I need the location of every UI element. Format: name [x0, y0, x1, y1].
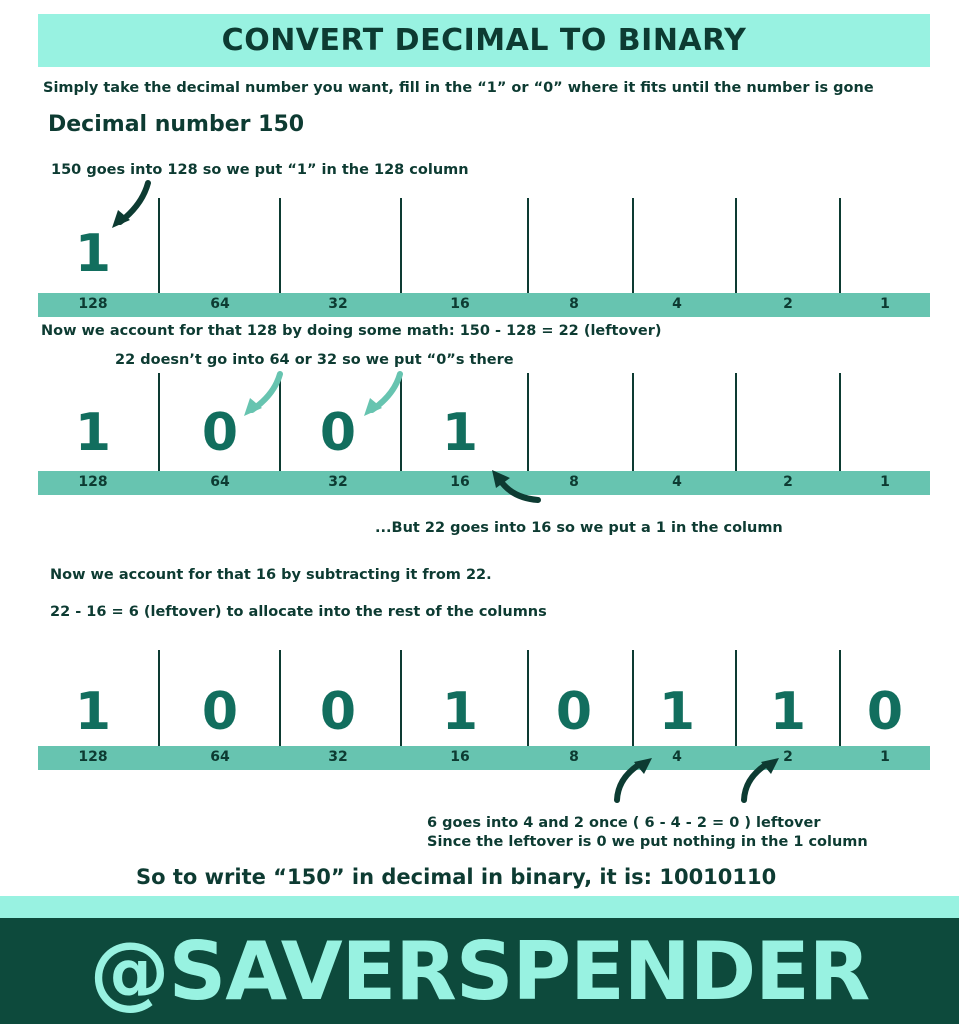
- binary-digit: 1: [441, 403, 479, 463]
- column-label: 4: [672, 749, 682, 765]
- column-label: 128: [78, 749, 108, 765]
- column-label: 32: [328, 749, 348, 765]
- subtitle: Simply take the decimal number you want, fill in the “1” or “0” where it fits until the number is gone: [43, 80, 874, 96]
- step2-math: Now we account for that 128 by doing some math: 150 - 128 = 22 (leftover): [41, 323, 662, 339]
- step3-note-b: Since the leftover is 0 we put nothing in the 1 column: [427, 834, 868, 850]
- step3-line1: Now we account for that 16 by subtracting it from 22.: [50, 567, 492, 583]
- page-title: CONVERT DECIMAL TO BINARY: [221, 23, 747, 58]
- binary-digit: 0: [319, 682, 357, 742]
- binary-digit: 1: [769, 682, 807, 742]
- column-label: 128: [78, 474, 108, 490]
- binary-digit: 0: [866, 682, 904, 742]
- column-label: 64: [210, 296, 230, 312]
- column-label: 16: [450, 296, 470, 312]
- column-label: 8: [569, 474, 579, 490]
- column-label: 1: [880, 474, 890, 490]
- brand-handle: @SAVERSPENDER: [89, 924, 870, 1018]
- binary-digit: 1: [441, 682, 479, 742]
- column-label: 1: [880, 296, 890, 312]
- column-label: 4: [672, 296, 682, 312]
- binary-digit: 1: [74, 224, 112, 284]
- column-label: 32: [328, 296, 348, 312]
- column-label: 2: [783, 296, 793, 312]
- column-label: 64: [210, 474, 230, 490]
- step2-note-zeros: 22 doesn’t go into 64 or 32 so we put “0”s there: [115, 352, 514, 368]
- column-label: 4: [672, 474, 682, 490]
- column-label: 16: [450, 749, 470, 765]
- binary-digit: 0: [201, 682, 239, 742]
- column-label: 16: [450, 474, 470, 490]
- step3-note-a: 6 goes into 4 and 2 once ( 6 - 4 - 2 = 0 ) leftover: [427, 815, 821, 831]
- binary-digit: 0: [201, 403, 239, 463]
- column-label: 8: [569, 296, 579, 312]
- column-label: 2: [783, 749, 793, 765]
- binary-digit: 0: [555, 682, 593, 742]
- binary-digit: 1: [658, 682, 696, 742]
- column-label: 2: [783, 474, 793, 490]
- column-label: 8: [569, 749, 579, 765]
- arrow-icon: [500, 480, 538, 500]
- column-label: 128: [78, 296, 108, 312]
- arrow-icon: [617, 764, 640, 800]
- step2-note-16: ...But 22 goes into 16 so we put a 1 in the column: [375, 520, 783, 536]
- step1-note: 150 goes into 128 so we put “1” in the 128 column: [51, 162, 469, 178]
- column-label: 64: [210, 749, 230, 765]
- binary-digit: 1: [74, 682, 112, 742]
- arrow-icon: [744, 764, 767, 800]
- decimal-heading: Decimal number 150: [48, 112, 305, 137]
- binary-digit: 0: [319, 403, 357, 463]
- binary-digit: 1: [74, 403, 112, 463]
- column-label: 32: [328, 474, 348, 490]
- step3-line2: 22 - 16 = 6 (leftover) to allocate into the rest of the columns: [50, 604, 547, 620]
- column-label: 1: [880, 749, 890, 765]
- result-text: So to write “150” in decimal in binary, it is: 10010110: [136, 865, 777, 889]
